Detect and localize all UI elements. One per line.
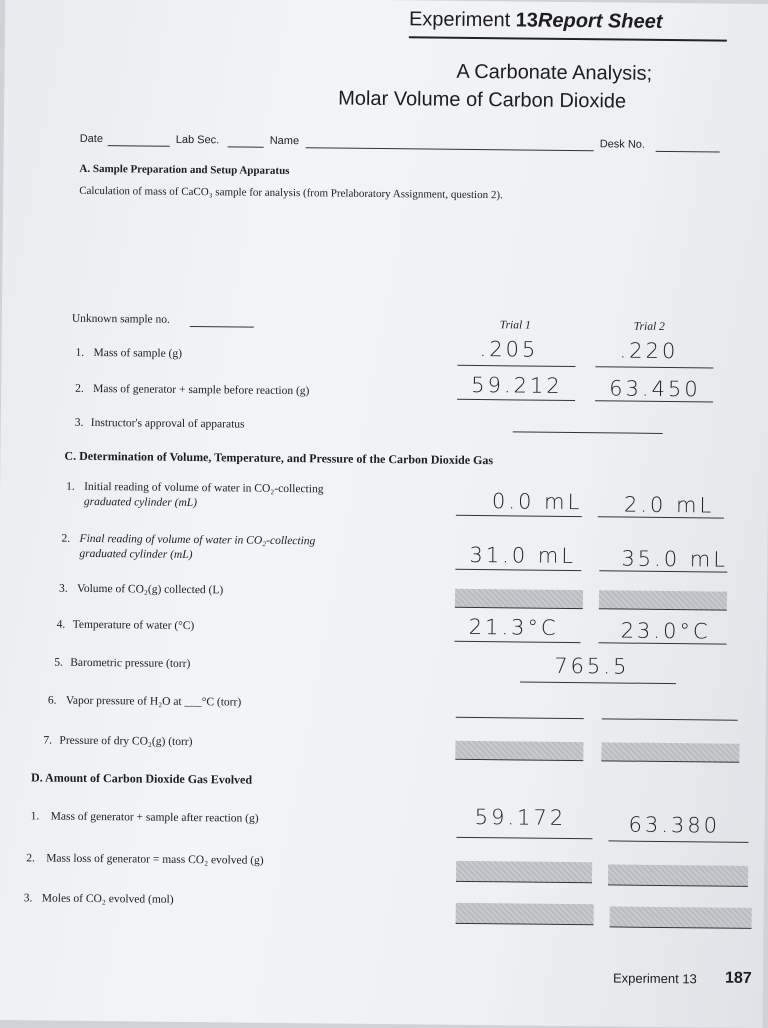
d3-number: 3.: [23, 892, 33, 905]
c4-trial1-line: [455, 641, 581, 643]
a1-number: 1.: [75, 346, 85, 359]
c4-trial1-value[interactable]: 21.3°C: [468, 614, 559, 640]
c2-trial2-value[interactable]: 35.0 mL: [621, 546, 729, 572]
c6-number: 6.: [47, 694, 57, 707]
c4-label: Temperature of water (°C): [72, 618, 195, 633]
date-label: Date: [79, 132, 104, 146]
c7-trial1-shaded-field: [455, 741, 583, 761]
trial2-header: Trial 2: [633, 320, 665, 333]
d2-trial1-shaded-field: [456, 861, 592, 883]
c6-trial1-line[interactable]: [456, 717, 584, 719]
c5-value[interactable]: 765.5: [554, 653, 630, 679]
a3-approval-line[interactable]: [513, 431, 663, 434]
d3-label: Moles of CO₂ evolved (mol): [41, 892, 174, 906]
subtitle-line1: A Carbonate Analysis;: [456, 60, 653, 85]
a2-label: Mass of generator + sample before reaction (g): [93, 382, 310, 398]
a2-trial2-value[interactable]: 63.450: [609, 376, 701, 402]
desk-no-field[interactable]: [656, 151, 720, 153]
c1-trial2-line: [598, 516, 724, 518]
a2-number: 2.: [75, 382, 84, 395]
d1-trial1-line: [456, 837, 592, 839]
c3-trial1-shaded-field: [455, 589, 583, 609]
a2-trial2-line: [595, 400, 713, 402]
c1-trial2-value[interactable]: 2.0 mL: [623, 492, 715, 518]
lab-sec-field[interactable]: [228, 146, 264, 147]
d2-trial2-shaded-field: [608, 864, 748, 886]
desk-no-label: Desk No.: [599, 138, 646, 151]
c4-number: 4.: [56, 618, 66, 631]
section-c-heading: C. Determination of Volume, Temperature, and Pressure of the Carbon Dioxide Gas: [64, 448, 494, 468]
c7-label: Pressure of dry CO₂(g) (torr): [59, 734, 193, 749]
c2-trial1-line: [455, 569, 581, 571]
experiment-number: 13: [515, 9, 539, 32]
d1-trial1-value[interactable]: 59.172: [474, 805, 567, 830]
c6-label: Vapor pressure of H₂O at ___°C (torr): [65, 694, 242, 709]
d1-trial2-value[interactable]: 63.380: [628, 812, 721, 838]
a3-number: 3.: [74, 416, 84, 429]
c1-trial1-line: [456, 515, 582, 517]
c5-number: 5.: [54, 656, 63, 669]
report-title: [409, 8, 663, 34]
c2-trial2-line: [599, 570, 727, 572]
d1-label: Mass of generator + sample after reaction (g): [50, 810, 259, 825]
c1-trial1-value[interactable]: 0.0 mL: [491, 489, 583, 515]
c2-label-line2: graduated cylinder (mL): [79, 547, 193, 562]
c1-label-line2: graduated cylinder (mL): [83, 495, 198, 510]
d1-trial2-line: [608, 840, 748, 842]
c4-trial2-value[interactable]: 23.0°C: [620, 618, 711, 644]
date-field[interactable]: [108, 145, 170, 147]
c5-label: Barometric pressure (torr): [70, 656, 191, 671]
title-prefix: Experiment: [408, 8, 511, 32]
title-rule: [409, 36, 727, 41]
c3-number: 3.: [58, 582, 68, 595]
a3-label: Instructor's approval of apparatus: [90, 416, 245, 431]
d3-trial1-shaded-field: [456, 903, 594, 925]
c5-line: [520, 681, 676, 684]
d2-label: Mass loss of generator = mass CO₂ evolved (g): [46, 852, 264, 867]
a2-trial1-line: [457, 399, 575, 401]
c6-trial2-line[interactable]: [602, 718, 738, 720]
d3-trial2-shaded-field: [610, 906, 752, 928]
a1-trial2-line: [595, 366, 713, 368]
section-a-text: Calculation of mass of CaCO₃ sample for analysis (from Prelaboratory Assignment, question 2).: [79, 184, 503, 202]
trial1-header: Trial 1: [499, 319, 531, 332]
c3-label: Volume of CO₂(g) collected (L): [76, 582, 224, 597]
a1-trial2-value[interactable]: .220: [619, 338, 679, 364]
c4-trial2-line: [599, 642, 727, 644]
c7-trial2-shaded-field: [601, 742, 739, 762]
a2-trial1-value[interactable]: 59.212: [471, 372, 563, 398]
a1-trial1-value[interactable]: .205: [479, 337, 539, 362]
unknown-sample-label: Unknown sample no.: [71, 312, 171, 326]
title-suffix: Report Sheet: [537, 9, 663, 33]
c2-number: 2.: [61, 532, 71, 545]
subtitle-line2: Molar Volume of Carbon Dioxide: [338, 87, 627, 113]
c2-label-line1: Final reading of volume of water in CO₂-collecting: [79, 532, 316, 548]
section-a-heading: A. Sample Preparation and Setup Apparatus: [79, 162, 290, 178]
c1-label-line1: Initial reading of volume of water in CO₂-collecting: [84, 480, 324, 496]
name-label: Name: [269, 134, 300, 148]
name-field[interactable]: [306, 147, 594, 151]
d2-number: 2.: [26, 852, 35, 865]
d1-number: 1.: [30, 810, 40, 823]
c1-number: 1.: [66, 480, 75, 493]
page-number: 187: [724, 969, 752, 987]
a1-trial1-line: [457, 365, 575, 367]
a1-label: Mass of sample (g): [93, 346, 183, 360]
unknown-sample-field[interactable]: [190, 326, 254, 328]
lab-sec-label: Lab Sec.: [175, 133, 220, 147]
c3-trial2-shaded-field: [599, 590, 727, 610]
footer-label: Experiment 13: [612, 970, 697, 987]
c7-number: 7.: [43, 734, 53, 747]
c2-trial1-value[interactable]: 31.0 mL: [469, 542, 577, 569]
section-d-heading: D. Amount of Carbon Dioxide Gas Evolved: [31, 770, 253, 787]
